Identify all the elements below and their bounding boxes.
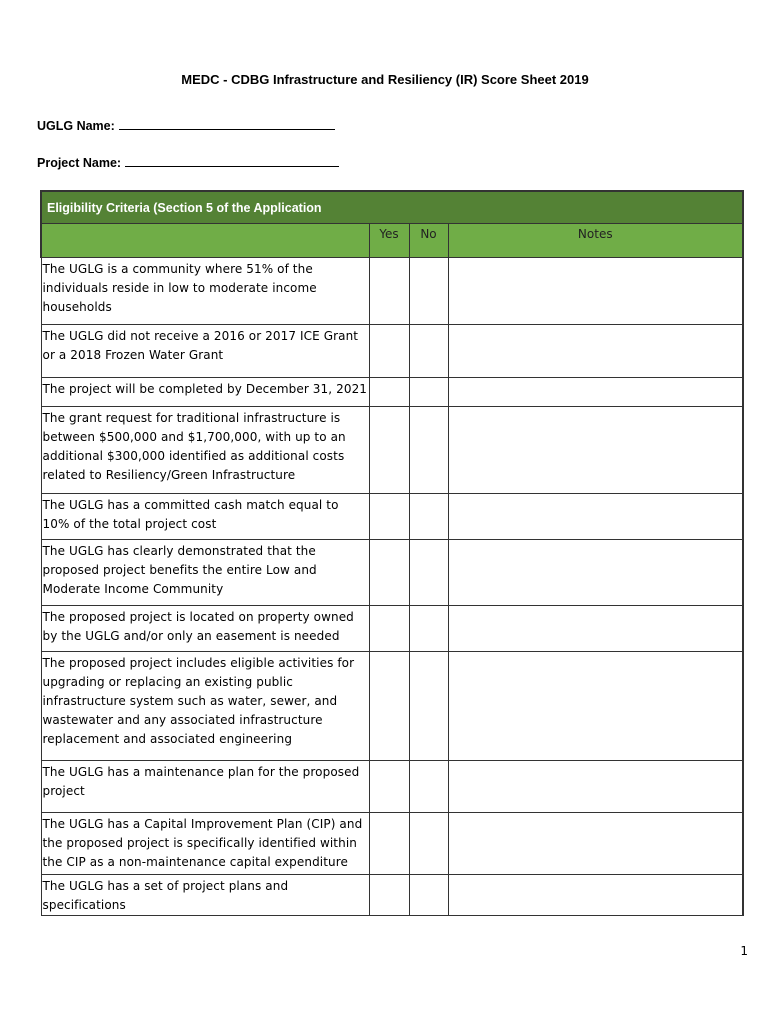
criteria-text: The UGLG has clearly demonstrated that the proposed project benefits the entire Low and Moderate Income Community — [41, 540, 369, 606]
criteria-row — [41, 407, 743, 494]
criteria-text: The UGLG has a Capital Improvement Plan (CIP) and the proposed project is specifically identified within the CIP as a non-maintenance capital expenditure — [41, 813, 369, 875]
no-column-header: No — [409, 224, 448, 258]
no-cell[interactable] — [409, 407, 448, 494]
uglg-name-blank[interactable] — [119, 117, 335, 130]
no-cell[interactable] — [409, 378, 448, 407]
criteria-row — [41, 875, 743, 916]
no-cell[interactable] — [409, 606, 448, 652]
notes-cell[interactable] — [448, 606, 743, 652]
criteria-text: The grant request for traditional infrastructure is between $500,000 and $1,700,000, with up to an additional $300,000 identified as additional costs related to Resiliency/Green Infrastructure — [41, 407, 369, 494]
criteria-text: The UGLG did not receive a 2016 or 2017 ICE Grant or a 2018 Frozen Water Grant — [41, 325, 369, 378]
criteria-text: The proposed project includes eligible activities for upgrading or replacing an existing public infrastructure system such as water, sewer, and wastewater and any associated infrastructure replacement and associated engineering — [41, 652, 369, 761]
no-cell[interactable] — [409, 540, 448, 606]
criteria-row — [41, 813, 743, 875]
project-name-label: Project Name: — [37, 156, 122, 170]
notes-cell[interactable] — [448, 494, 743, 540]
yes-column-header: Yes — [369, 224, 409, 258]
yes-cell[interactable] — [369, 378, 409, 407]
criteria-row — [41, 652, 743, 761]
no-cell[interactable] — [409, 813, 448, 875]
criteria-text: The UGLG is a community where 51% of the individuals reside in low to moderate income households — [41, 258, 369, 325]
yes-cell[interactable] — [369, 813, 409, 875]
project-name-field — [37, 154, 339, 170]
project-name-blank[interactable] — [125, 154, 339, 167]
yes-cell[interactable] — [369, 325, 409, 378]
yes-cell[interactable] — [369, 540, 409, 606]
yes-cell[interactable] — [369, 652, 409, 761]
criteria-row — [41, 606, 743, 652]
notes-cell[interactable] — [448, 761, 743, 813]
uglg-name-label: UGLG Name: — [37, 119, 115, 133]
uglg-name-field — [37, 117, 335, 133]
notes-cell[interactable] — [448, 258, 743, 325]
criteria-row — [41, 378, 743, 407]
yes-cell[interactable] — [369, 761, 409, 813]
document-title: MEDC - CDBG Infrastructure and Resiliency (IR) Score Sheet 2019 — [181, 72, 589, 87]
notes-cell[interactable] — [448, 652, 743, 761]
criteria-text: The UGLG has a committed cash match equal to 10% of the total project cost — [41, 494, 369, 540]
yes-cell[interactable] — [369, 494, 409, 540]
yes-cell[interactable] — [369, 606, 409, 652]
page-number: 1 — [740, 944, 748, 958]
notes-cell[interactable] — [448, 407, 743, 494]
notes-column-header: Notes — [448, 224, 743, 258]
no-cell[interactable] — [409, 875, 448, 916]
no-cell[interactable] — [409, 761, 448, 813]
no-cell[interactable] — [409, 258, 448, 325]
eligibility-table — [40, 190, 744, 916]
criteria-row — [41, 540, 743, 606]
criteria-text: The proposed project is located on property owned by the UGLG and/or only an easement is needed — [41, 606, 369, 652]
column-header-row — [41, 224, 743, 258]
criteria-text: The UGLG has a maintenance plan for the proposed project — [41, 761, 369, 813]
notes-cell[interactable] — [448, 540, 743, 606]
notes-cell[interactable] — [448, 325, 743, 378]
criteria-column-header — [41, 224, 369, 258]
section-header: Eligibility Criteria (Section 5 of the Application — [41, 191, 743, 224]
criteria-row — [41, 761, 743, 813]
criteria-text: The project will be completed by December 31, 2021 — [41, 378, 369, 407]
yes-cell[interactable] — [369, 258, 409, 325]
criteria-row — [41, 325, 743, 378]
criteria-row — [41, 258, 743, 325]
score-sheet — [40, 190, 742, 916]
notes-cell[interactable] — [448, 378, 743, 407]
notes-cell[interactable] — [448, 875, 743, 916]
notes-cell[interactable] — [448, 813, 743, 875]
no-cell[interactable] — [409, 652, 448, 761]
no-cell[interactable] — [409, 325, 448, 378]
criteria-row — [41, 494, 743, 540]
yes-cell[interactable] — [369, 407, 409, 494]
criteria-text: The UGLG has a set of project plans and specifications — [41, 875, 369, 916]
yes-cell[interactable] — [369, 875, 409, 916]
section-header-row — [41, 191, 743, 224]
no-cell[interactable] — [409, 494, 448, 540]
